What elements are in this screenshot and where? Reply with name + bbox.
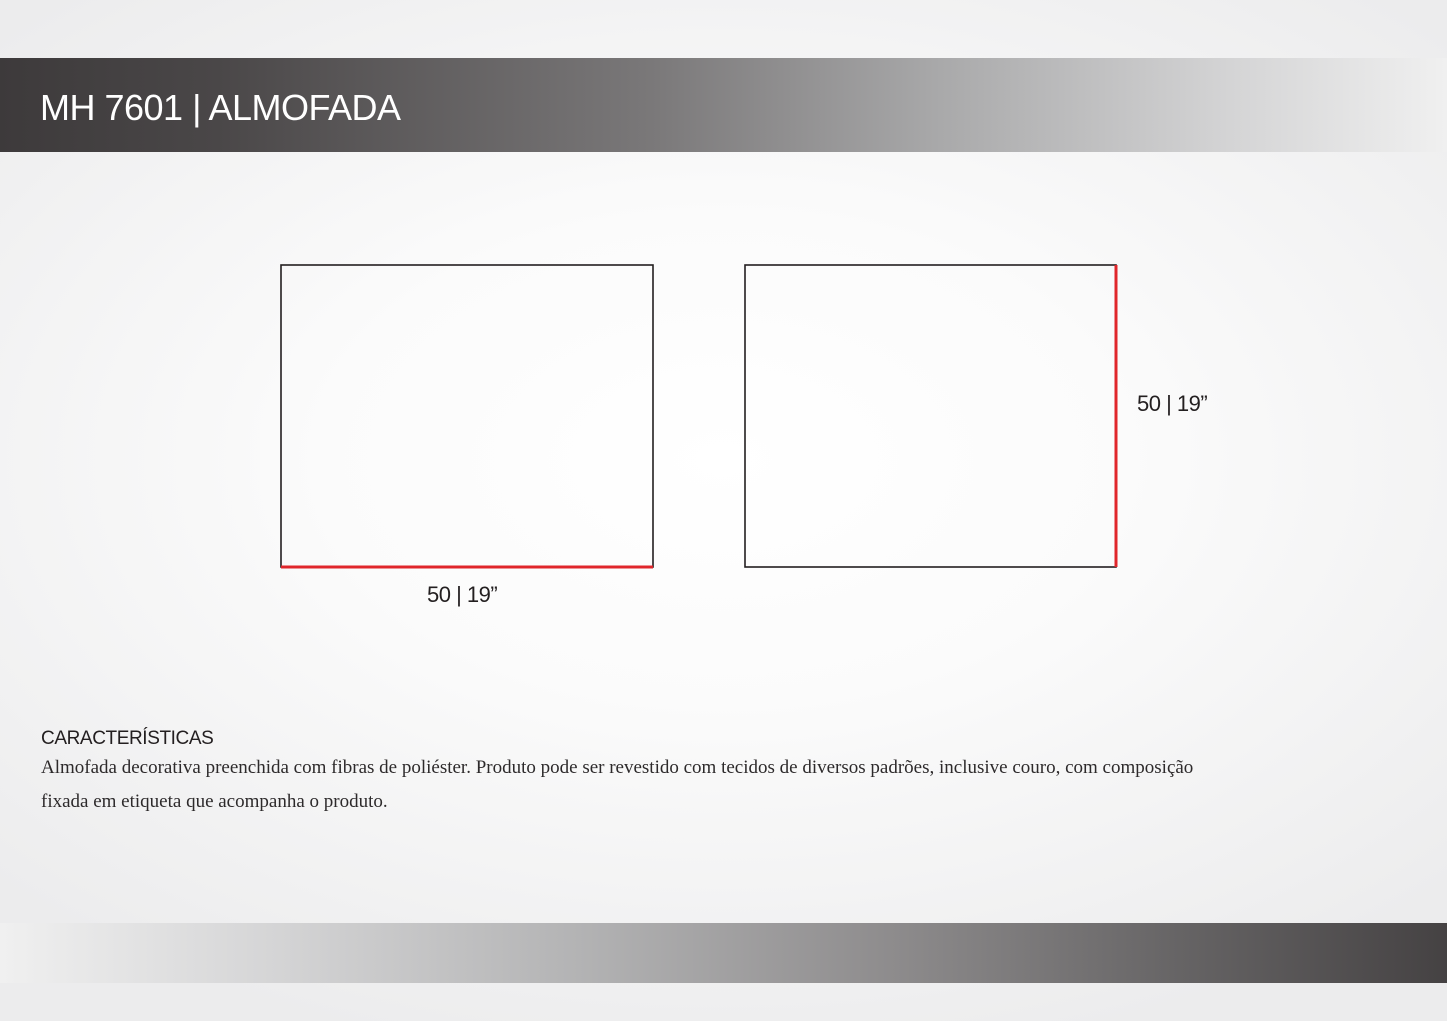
features-heading: CARACTERÍSTICAS	[41, 728, 214, 749]
side-view	[745, 265, 1116, 567]
front-view	[281, 265, 653, 567]
page-title: MH 7601 | ALMOFADA	[40, 87, 401, 128]
width-dimension-label: 50 | 19”	[427, 582, 498, 607]
footer-band	[0, 923, 1447, 983]
height-dimension-label: 50 | 19”	[1137, 391, 1208, 416]
side-view-outline	[745, 265, 1116, 567]
features-description: Almofada decorativa preenchida com fibras de poliéster. Produto pode ser revestido com tecidos de diversos padrões, inclusive couro, com composição fixada em etiqueta que acompanha o produto.	[41, 757, 1194, 812]
front-view-outline	[281, 265, 653, 567]
